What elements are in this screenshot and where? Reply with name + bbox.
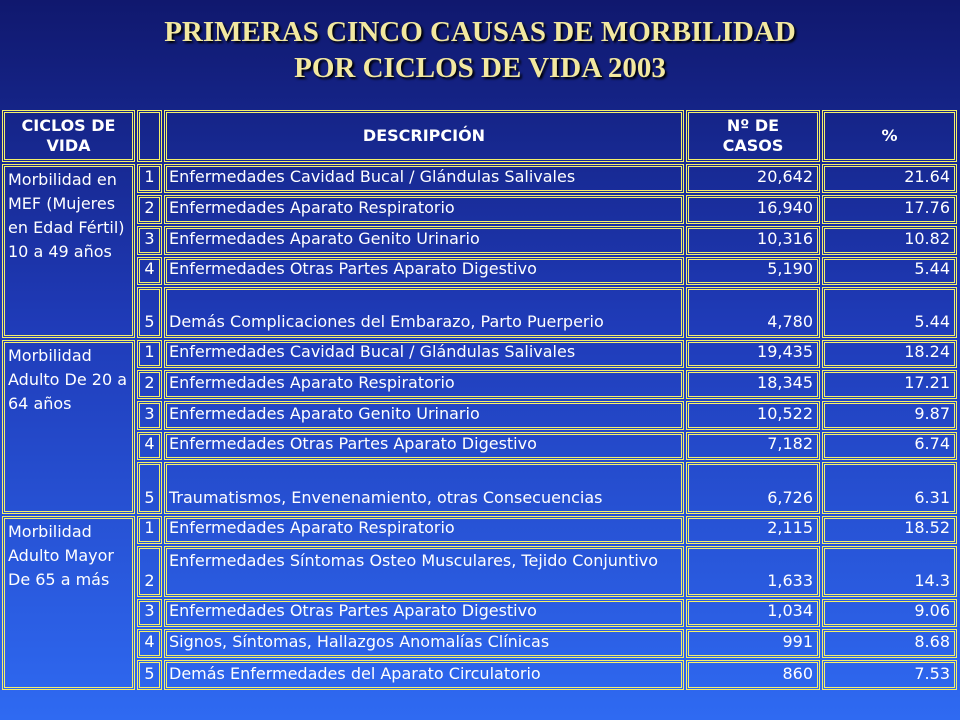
row-pct: 10.82 — [822, 226, 957, 255]
row-casos: 10,522 — [686, 401, 820, 430]
row-index: 4 — [137, 432, 162, 460]
row-casos: 6,726 — [686, 462, 820, 514]
row-pct: 7.53 — [822, 660, 957, 690]
row-index: 2 — [137, 546, 162, 597]
row-index: 4 — [137, 629, 162, 658]
row-index: 5 — [137, 287, 162, 338]
header-casos-line1: Nº DE — [726, 116, 780, 135]
header-descripcion-label: DESCRIPCIÓN — [362, 126, 486, 145]
row-pct: 21.64 — [822, 164, 957, 193]
header-casos — [686, 110, 820, 162]
row-pct: 18.52 — [822, 516, 957, 544]
row-pct: 6.31 — [822, 462, 957, 514]
header-ciclos-line1: CICLOS DE — [21, 116, 116, 135]
row-description: Demás Enfermedades del Aparato Circulatorio — [164, 660, 684, 690]
row-description: Enfermedades Otras Partes Aparato Digestivo — [164, 432, 684, 460]
header-ciclos — [2, 110, 135, 162]
group-label: Morbilidad en MEF (Mujeres en Edad Fértil) 10 a 49 años — [2, 164, 135, 338]
row-pct: 5.44 — [822, 257, 957, 285]
row-casos: 18,345 — [686, 370, 820, 399]
row-pct: 9.06 — [822, 599, 957, 627]
row-pct: 17.76 — [822, 195, 957, 224]
row-description: Enfermedades Otras Partes Aparato Digestivo — [164, 257, 684, 285]
header-index — [137, 110, 162, 162]
row-pct: 14.3 — [822, 546, 957, 597]
row-casos: 20,642 — [686, 164, 820, 193]
row-index: 3 — [137, 401, 162, 430]
row-description: Enfermedades Cavidad Bucal / Glándulas Salivales — [164, 340, 684, 368]
header-ciclos-line2: VIDA — [46, 136, 91, 155]
row-description: Enfermedades Aparato Respiratorio — [164, 370, 684, 399]
title-line-1: PRIMERAS CINCO CAUSAS DE MORBILIDAD — [164, 16, 796, 48]
row-description: Enfermedades Aparato Respiratorio — [164, 516, 684, 544]
row-description: Enfermedades Otras Partes Aparato Digestivo — [164, 599, 684, 627]
row-index: 5 — [137, 462, 162, 514]
row-index: 4 — [137, 257, 162, 285]
row-casos: 19,435 — [686, 340, 820, 368]
title-line-2: POR CICLOS DE VIDA 2003 — [294, 52, 666, 84]
row-description: Enfermedades Aparato Genito Urinario — [164, 226, 684, 255]
row-index: 1 — [137, 516, 162, 544]
group-label: Morbilidad Adulto Mayor De 65 a más — [2, 516, 135, 690]
row-description: Demás Complicaciones del Embarazo, Parto Puerperio — [164, 287, 684, 338]
row-casos: 7,182 — [686, 432, 820, 460]
header-pct — [822, 110, 957, 162]
group-label: Morbilidad Adulto De 20 a 64 años — [2, 340, 135, 514]
header-pct-label: % — [881, 126, 898, 145]
row-index: 1 — [137, 340, 162, 368]
row-index: 3 — [137, 226, 162, 255]
row-description: Enfermedades Síntomas Osteo Musculares, Tejido Conjuntivo — [164, 546, 684, 597]
row-casos: 860 — [686, 660, 820, 690]
row-pct: 9.87 — [822, 401, 957, 430]
header-casos-line2: CASOS — [722, 136, 784, 155]
row-casos: 1,633 — [686, 546, 820, 597]
row-casos: 2,115 — [686, 516, 820, 544]
row-casos: 991 — [686, 629, 820, 658]
row-description: Signos, Síntomas, Hallazgos Anomalías Clínicas — [164, 629, 684, 658]
row-pct: 6.74 — [822, 432, 957, 460]
row-casos: 10,316 — [686, 226, 820, 255]
row-casos: 4,780 — [686, 287, 820, 338]
row-description: Enfermedades Aparato Genito Urinario — [164, 401, 684, 430]
row-pct: 8.68 — [822, 629, 957, 658]
slide-title — [0, 14, 960, 86]
row-description: Enfermedades Cavidad Bucal / Glándulas Salivales — [164, 164, 684, 193]
row-index: 2 — [137, 195, 162, 224]
row-description: Enfermedades Aparato Respiratorio — [164, 195, 684, 224]
row-pct: 17.21 — [822, 370, 957, 399]
row-index: 5 — [137, 660, 162, 690]
row-index: 1 — [137, 164, 162, 193]
row-pct: 18.24 — [822, 340, 957, 368]
row-casos: 16,940 — [686, 195, 820, 224]
header-descripcion — [164, 110, 684, 162]
row-casos: 1,034 — [686, 599, 820, 627]
row-casos: 5,190 — [686, 257, 820, 285]
row-index: 2 — [137, 370, 162, 399]
row-pct: 5.44 — [822, 287, 957, 338]
row-description: Traumatismos, Envenenamiento, otras Consecuencias — [164, 462, 684, 514]
row-index: 3 — [137, 599, 162, 627]
